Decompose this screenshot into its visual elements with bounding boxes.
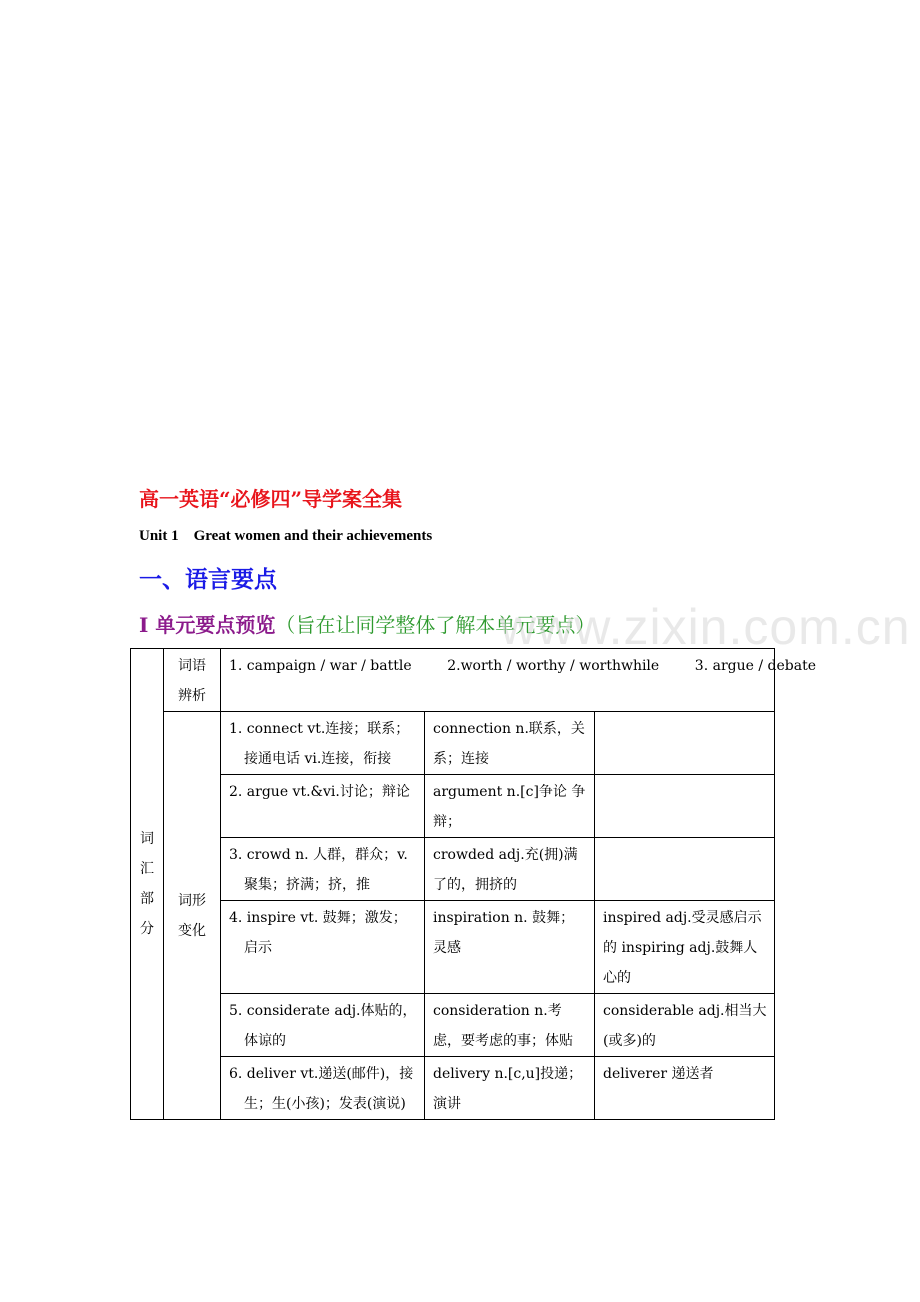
table-cell (595, 901, 775, 994)
cell-text: inspiration n. 鼓舞；灵感 (433, 910, 575, 956)
table-cell (425, 775, 595, 838)
cell-text: argument n.[c]争论 争辩； (433, 784, 586, 830)
cell-text: 6. deliver vt.递送(邮件)，接生；生(小孩)；发表(演说) (229, 1066, 414, 1112)
table-cell (595, 712, 775, 775)
watermark: www.zixin.com.cn (500, 599, 911, 655)
table-cell (221, 712, 425, 775)
table-row (131, 994, 775, 1057)
table-cell (425, 901, 595, 994)
unit-preview-note: （旨在让同学整体了解本单元要点） (275, 613, 596, 637)
distinguish-content-cell: 1. campaign / war / battle 2.worth / worthy / worthwhile 3. argue / debate (221, 649, 775, 712)
distinguish-label-line: 辨析 (178, 688, 206, 704)
table-cell (595, 775, 775, 838)
document-title: 高一英语“必修四”导学案全集 (139, 487, 403, 511)
table-row (131, 838, 775, 901)
table-cell (595, 838, 775, 901)
table-row (131, 1057, 775, 1120)
cell-text: 2. argue vt.&vi.讨论；辩论 (229, 784, 410, 800)
table-row (131, 901, 775, 994)
cell-text: considerable adj.相当大(或多)的 (603, 1003, 767, 1049)
cell-text: inspired adj.受灵感启示的 inspiring adj.鼓舞人心的 (603, 910, 762, 986)
table-cell (221, 775, 425, 838)
distinguish-label-cell (164, 649, 221, 712)
vocabulary-table (130, 648, 816, 1120)
table-cell (221, 901, 425, 994)
table-cell (425, 1057, 595, 1120)
category-char: 汇 (140, 861, 154, 877)
cell-text: deliverer 递送者 (603, 1066, 714, 1082)
table-row (131, 775, 775, 838)
table-cell (425, 994, 595, 1057)
section-heading-language-points: 一、语言要点 (139, 566, 277, 593)
vocabulary-category-cell (131, 649, 164, 1120)
table-cell (425, 838, 595, 901)
cell-text: connection n.联系，关系；连接 (433, 721, 585, 767)
category-char: 分 (140, 921, 154, 937)
cell-text: 1. connect vt.连接；联系；接通电话 vi.连接，衔接 (229, 721, 410, 767)
table-cell (595, 1057, 775, 1120)
table-cell (595, 994, 775, 1057)
forms-label-line: 词形 (178, 892, 206, 909)
cell-text: 3. crowd n. 人群，群众；v. 聚集；挤满；挤，推 (229, 847, 408, 893)
category-char: 词 (140, 831, 154, 847)
section-heading-unit-preview (139, 609, 595, 638)
table-cell (221, 994, 425, 1057)
cell-text: crowded adj.充(拥)满了的，拥挤的 (433, 847, 578, 893)
table-row (131, 649, 775, 712)
unit-heading: Unit 1 Great women and their achievements (139, 528, 433, 544)
table-cell (221, 838, 425, 901)
category-char: 部 (140, 891, 154, 907)
table-cell (221, 1057, 425, 1120)
table-cell (425, 712, 595, 775)
cell-text: 5. considerate adj.体贴的，体谅的 (229, 1003, 417, 1049)
forms-label-line: 变化 (178, 922, 206, 939)
cell-text: delivery n.[c,u]投递；演讲 (433, 1066, 583, 1112)
forms-label-cell (164, 712, 221, 1120)
distinguish-label-line: 词语 (178, 658, 206, 674)
cell-text: consideration n.考虑，要考虑的事；体贴 (433, 1003, 573, 1049)
unit-preview-label: I 单元要点预览 (139, 613, 276, 637)
cell-text: 4. inspire vt. 鼓舞；激发；启示 (229, 910, 407, 956)
table-row (131, 712, 775, 775)
